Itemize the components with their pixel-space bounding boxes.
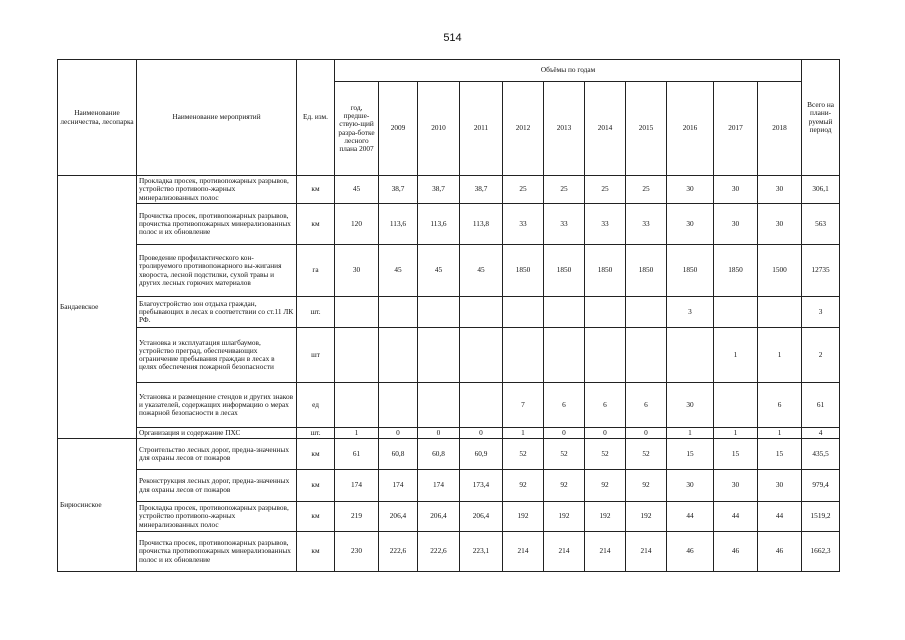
table-row — [58, 328, 840, 383]
value-cell: 52 — [503, 439, 544, 470]
total-cell: 306,1 — [802, 176, 840, 204]
value-cell: 6 — [758, 383, 802, 428]
value-cell — [626, 297, 667, 328]
value-cell: 33 — [503, 204, 544, 245]
value-cell: 206,4 — [379, 502, 418, 532]
header-year: 2018 — [758, 82, 802, 176]
value-cell: 6 — [544, 383, 585, 428]
value-cell: 15 — [758, 439, 802, 470]
measure-name: Прокладка просек, противопожарных разрывов, устройство противопо-жарных минерализованных полос — [137, 176, 297, 204]
unit-cell: км — [297, 532, 335, 572]
value-cell — [667, 328, 714, 383]
value-cell: 30 — [667, 470, 714, 502]
unit-cell: км — [297, 502, 335, 532]
total-cell: 61 — [802, 383, 840, 428]
measure-name: Реконструкция лесных дорог, предна-значенных для охраны лесов от пожаров — [137, 470, 297, 502]
value-cell — [418, 328, 460, 383]
value-cell: 30 — [758, 204, 802, 245]
value-cell: 46 — [758, 532, 802, 572]
value-cell: 25 — [503, 176, 544, 204]
value-cell: 192 — [585, 502, 626, 532]
value-cell: 1 — [758, 428, 802, 439]
value-cell: 1850 — [544, 245, 585, 297]
value-cell: 0 — [585, 428, 626, 439]
value-cell — [585, 297, 626, 328]
value-cell: 30 — [758, 470, 802, 502]
total-cell: 4 — [802, 428, 840, 439]
value-cell: 1850 — [667, 245, 714, 297]
value-cell — [418, 383, 460, 428]
value-cell: 44 — [758, 502, 802, 532]
unit-cell: ед — [297, 383, 335, 428]
value-cell — [626, 328, 667, 383]
value-cell: 1 — [667, 428, 714, 439]
value-cell — [460, 383, 503, 428]
value-cell: 60,9 — [460, 439, 503, 470]
value-cell: 44 — [714, 502, 758, 532]
value-cell: 1850 — [585, 245, 626, 297]
value-cell — [335, 383, 379, 428]
value-cell: 1850 — [503, 245, 544, 297]
value-cell: 1 — [714, 428, 758, 439]
total-cell: 12735 — [802, 245, 840, 297]
value-cell: 60,8 — [379, 439, 418, 470]
total-cell: 563 — [802, 204, 840, 245]
value-cell: 0 — [379, 428, 418, 439]
value-cell: 92 — [585, 470, 626, 502]
measure-name: Установка и эксплуатация шлагбаумов, устройство преград, обеспечивающих ограничение пребывания граждан в лесах в целях обеспечения пожарной безопасности — [137, 328, 297, 383]
table-row — [58, 532, 840, 572]
total-cell: 435,5 — [802, 439, 840, 470]
value-cell: 92 — [503, 470, 544, 502]
total-cell: 1519,2 — [802, 502, 840, 532]
header-measure: Наименование мероприятий — [137, 60, 297, 176]
value-cell: 33 — [626, 204, 667, 245]
value-cell: 1 — [714, 328, 758, 383]
value-cell — [585, 328, 626, 383]
value-cell: 223,1 — [460, 532, 503, 572]
value-cell: 192 — [544, 502, 585, 532]
measure-name: Проведение профилактического кон-тролируемого противопожарного вы-жигания хвороста, лесной подстилки, сухой травы и других лесных горючих материалов — [137, 245, 297, 297]
header-year: 2016 — [667, 82, 714, 176]
value-cell: 15 — [667, 439, 714, 470]
value-cell: 113,6 — [418, 204, 460, 245]
value-cell: 60,8 — [418, 439, 460, 470]
value-cell: 214 — [544, 532, 585, 572]
value-cell: 192 — [503, 502, 544, 532]
header-year: 2017 — [714, 82, 758, 176]
header-year: 2011 — [460, 82, 503, 176]
table-row — [58, 383, 840, 428]
value-cell: 0 — [626, 428, 667, 439]
value-cell: 219 — [335, 502, 379, 532]
table-row — [58, 470, 840, 502]
value-cell: 1850 — [626, 245, 667, 297]
value-cell: 0 — [460, 428, 503, 439]
unit-cell: км — [297, 470, 335, 502]
table-row — [58, 204, 840, 245]
value-cell: 30 — [714, 204, 758, 245]
table-row — [58, 439, 840, 470]
value-cell: 174 — [379, 470, 418, 502]
page-number: 514 — [443, 32, 462, 44]
value-cell — [460, 328, 503, 383]
unit-cell: шт — [297, 328, 335, 383]
value-cell: 0 — [418, 428, 460, 439]
value-cell: 6 — [626, 383, 667, 428]
table-row — [58, 502, 840, 532]
value-cell: 25 — [626, 176, 667, 204]
value-cell: 3 — [667, 297, 714, 328]
header-year: 2009 — [379, 82, 418, 176]
measure-name: Благоустройство зон отдыха граждан, пребывающих в лесах в соответствии со ст.11 ЛК РФ. — [137, 297, 297, 328]
header-year: 2010 — [418, 82, 460, 176]
value-cell: 1850 — [714, 245, 758, 297]
value-cell: 214 — [503, 532, 544, 572]
value-cell: 192 — [626, 502, 667, 532]
header-year: 2013 — [544, 82, 585, 176]
unit-cell: шт. — [297, 428, 335, 439]
value-cell: 52 — [585, 439, 626, 470]
value-cell: 30 — [667, 176, 714, 204]
value-cell — [379, 383, 418, 428]
value-cell: 1 — [335, 428, 379, 439]
value-cell — [460, 297, 503, 328]
value-cell — [379, 328, 418, 383]
total-cell: 3 — [802, 297, 840, 328]
value-cell: 38,7 — [460, 176, 503, 204]
value-cell: 1 — [758, 328, 802, 383]
value-cell: 33 — [585, 204, 626, 245]
value-cell: 52 — [544, 439, 585, 470]
value-cell: 120 — [335, 204, 379, 245]
header-base-year: год, предше-ствую-щий разра-ботке лесного плана 2007 — [335, 82, 379, 176]
value-cell: 230 — [335, 532, 379, 572]
value-cell: 173,4 — [460, 470, 503, 502]
value-cell: 92 — [626, 470, 667, 502]
forestry-name: Бандаевское — [58, 176, 137, 439]
value-cell: 174 — [335, 470, 379, 502]
forestry-name: Бирюсинское — [58, 439, 137, 572]
total-cell: 979,4 — [802, 470, 840, 502]
table-row — [58, 245, 840, 297]
measure-name: Установка и размещение стендов и других знаков и указателей, содержащих информацию о мерах пожарной безопасности в лесах — [137, 383, 297, 428]
value-cell: 15 — [714, 439, 758, 470]
unit-cell: км — [297, 439, 335, 470]
value-cell: 61 — [335, 439, 379, 470]
value-cell — [503, 297, 544, 328]
value-cell: 0 — [544, 428, 585, 439]
value-cell: 214 — [626, 532, 667, 572]
value-cell: 25 — [585, 176, 626, 204]
value-cell: 30 — [667, 383, 714, 428]
value-cell: 46 — [667, 532, 714, 572]
table-row — [58, 176, 840, 204]
header-year: 2014 — [585, 82, 626, 176]
measure-name: Организация и содержание ПХС — [137, 428, 297, 439]
value-cell — [544, 297, 585, 328]
value-cell: 25 — [544, 176, 585, 204]
value-cell: 6 — [585, 383, 626, 428]
value-cell: 30 — [758, 176, 802, 204]
value-cell — [418, 297, 460, 328]
header-unit: Ед. изм. — [297, 60, 335, 176]
value-cell: 113,8 — [460, 204, 503, 245]
value-cell — [335, 297, 379, 328]
value-cell: 113,6 — [379, 204, 418, 245]
value-cell: 174 — [418, 470, 460, 502]
total-cell: 2 — [802, 328, 840, 383]
value-cell — [714, 383, 758, 428]
value-cell: 38,7 — [418, 176, 460, 204]
value-cell: 45 — [335, 176, 379, 204]
value-cell — [544, 328, 585, 383]
header-year: 2012 — [503, 82, 544, 176]
value-cell: 1500 — [758, 245, 802, 297]
value-cell: 222,6 — [379, 532, 418, 572]
unit-cell: га — [297, 245, 335, 297]
value-cell — [503, 328, 544, 383]
measure-name: Прочистка просек, противопожарных разрывов, прочистка противопожарных минерализованных полос и их обновление — [137, 532, 297, 572]
table-row — [58, 428, 840, 439]
unit-cell: км — [297, 176, 335, 204]
value-cell: 46 — [714, 532, 758, 572]
value-cell: 30 — [714, 470, 758, 502]
measure-name: Прочистка просек, противопожарных разрывов, прочистка противопожарных минерализованных полос и их обновление — [137, 204, 297, 245]
value-cell: 38,7 — [379, 176, 418, 204]
value-cell — [714, 297, 758, 328]
header-volumes: Объёмы по годам — [335, 60, 802, 82]
value-cell: 45 — [379, 245, 418, 297]
value-cell: 30 — [714, 176, 758, 204]
value-cell: 1 — [503, 428, 544, 439]
forest-fire-measures-table — [57, 59, 840, 572]
value-cell: 92 — [544, 470, 585, 502]
total-cell: 1662,3 — [802, 532, 840, 572]
header-total: Всего на плани-руемый период — [802, 60, 840, 176]
value-cell: 206,4 — [460, 502, 503, 532]
value-cell: 33 — [544, 204, 585, 245]
value-cell: 30 — [667, 204, 714, 245]
value-cell: 30 — [335, 245, 379, 297]
value-cell — [758, 297, 802, 328]
value-cell: 222,6 — [418, 532, 460, 572]
header-forestry: Наименование лесничества, лесопарка — [58, 60, 137, 176]
value-cell: 206,4 — [418, 502, 460, 532]
value-cell: 45 — [418, 245, 460, 297]
value-cell: 45 — [460, 245, 503, 297]
value-cell — [335, 328, 379, 383]
value-cell: 7 — [503, 383, 544, 428]
value-cell — [379, 297, 418, 328]
measure-name: Строительство лесных дорог, предна-значенных для охраны лесов от пожаров — [137, 439, 297, 470]
unit-cell: шт. — [297, 297, 335, 328]
value-cell: 52 — [626, 439, 667, 470]
value-cell: 44 — [667, 502, 714, 532]
measure-name: Прокладка просек, противопожарных разрывов, устройство противопо-жарных минерализованных полос — [137, 502, 297, 532]
header-year: 2015 — [626, 82, 667, 176]
unit-cell: км — [297, 204, 335, 245]
value-cell: 214 — [585, 532, 626, 572]
table-row — [58, 297, 840, 328]
